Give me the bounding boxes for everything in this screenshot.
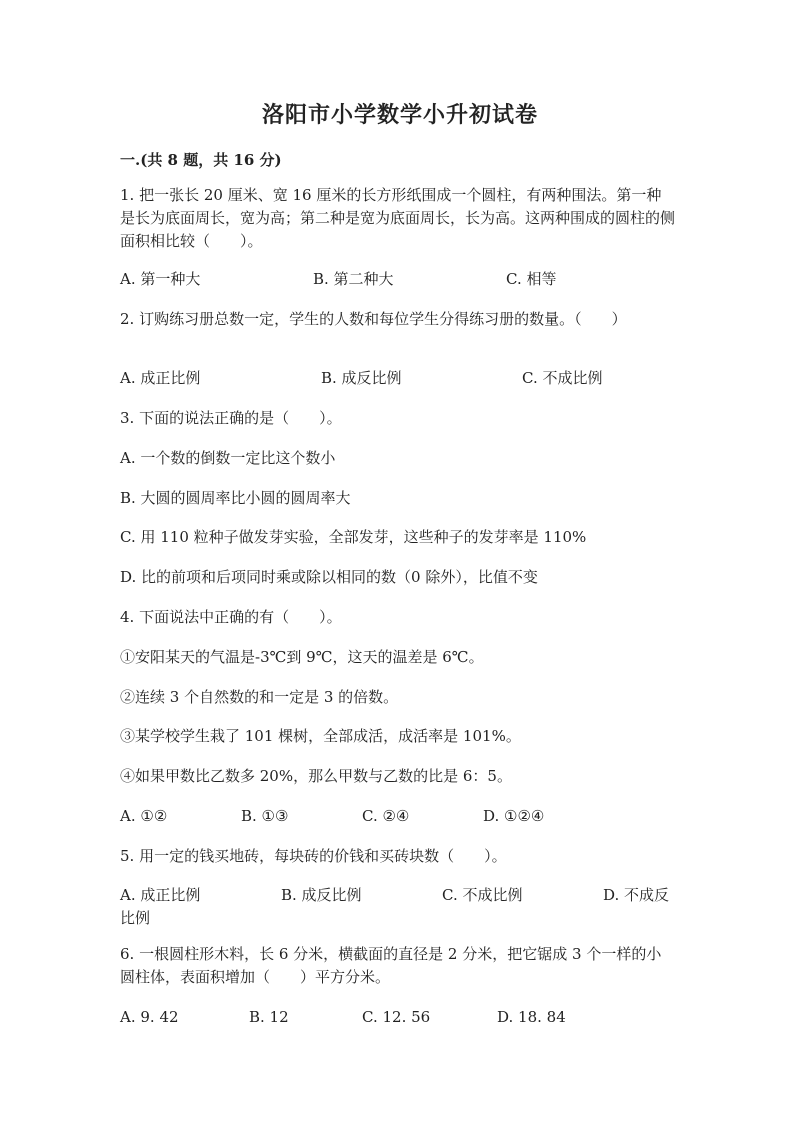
page-title: 洛阳市小学数学小升初试卷: [261, 102, 538, 128]
q1-option-b: B. 第二种大: [313, 270, 394, 288]
q6-option-b: B. 12: [249, 1008, 289, 1026]
q4-option-a: A. ①②: [120, 807, 168, 825]
q4-statement-2: ②连续 3 个自然数的和一定是 3 的倍数。: [120, 688, 399, 706]
q3-option-b: B. 大圆的圆周率比小圆的圆周率大: [120, 489, 351, 507]
q5-option-d-continued: 比例: [120, 909, 151, 927]
q4-option-d: D. ①②④: [483, 807, 545, 825]
q4-statement-1: ①安阳某天的气温是-3℃到 9℃，这天的温差是 6℃。: [120, 648, 484, 666]
q5-option-a: A. 成正比例: [120, 886, 201, 904]
q3-option-c: C. 用 110 粒种子做发芽实验，全部发芽，这些种子的发芽率是 110%: [120, 528, 587, 546]
q4-option-c: C. ②④: [362, 807, 410, 825]
q5-option-b: B. 成反比例: [281, 886, 362, 904]
q6-option-a: A. 9. 42: [120, 1008, 179, 1026]
q2-option-a: A. 成正比例: [120, 369, 201, 387]
section-heading: 一.(共 8 题，共 16 分): [120, 151, 282, 169]
q4-statement-4: ④如果甲数比乙数多 20%，那么甲数与乙数的比是 6：5。: [120, 767, 512, 785]
q5-option-c: C. 不成比例: [442, 886, 523, 904]
question-5-stem: 5. 用一定的钱买地砖，每块砖的价钱和买砖块数（ ）。: [120, 847, 507, 865]
question-2-stem: 2. 订购练习册总数一定，学生的人数和每位学生分得练习册的数量。（ ）: [120, 310, 627, 328]
q2-option-c: C. 不成比例: [522, 369, 603, 387]
q1-option-a: A. 第一种大: [120, 270, 201, 288]
question-4-stem: 4. 下面说法中正确的有（ ）。: [120, 608, 342, 626]
question-1-stem: 1. 把一张长 20 厘米、宽 16 厘米的长方形纸围成一个圆柱，有两种围法。第一种是长为底面周长，宽为高；第二种是宽为底面周长，长为高。这两种围成的圆柱的侧面积相比较（ ）。: [120, 186, 676, 250]
q6-option-d: D. 18. 84: [497, 1008, 566, 1026]
q6-option-c: C. 12. 56: [362, 1008, 431, 1026]
q3-option-a: A. 一个数的倒数一定比这个数小: [120, 449, 336, 467]
q1-option-c: C. 相等: [506, 270, 557, 288]
q5-option-d: D. 不成反: [603, 886, 670, 904]
q4-option-b: B. ①③: [241, 807, 289, 825]
question-3-stem: 3. 下面的说法正确的是（ ）。: [120, 409, 342, 427]
q3-option-d: D. 比的前项和后项同时乘或除以相同的数（0 除外），比值不变: [120, 568, 538, 586]
q2-option-b: B. 成反比例: [321, 369, 402, 387]
question-6-stem: 6. 一根圆柱形木料，长 6 分米，横截面的直径是 2 分米，把它锯成 3 个一样的小圆柱体，表面积增加（ ）平方分米。: [120, 945, 662, 986]
q4-statement-3: ③某学校学生栽了 101 棵树，全部成活，成活率是 101%。: [120, 727, 521, 745]
